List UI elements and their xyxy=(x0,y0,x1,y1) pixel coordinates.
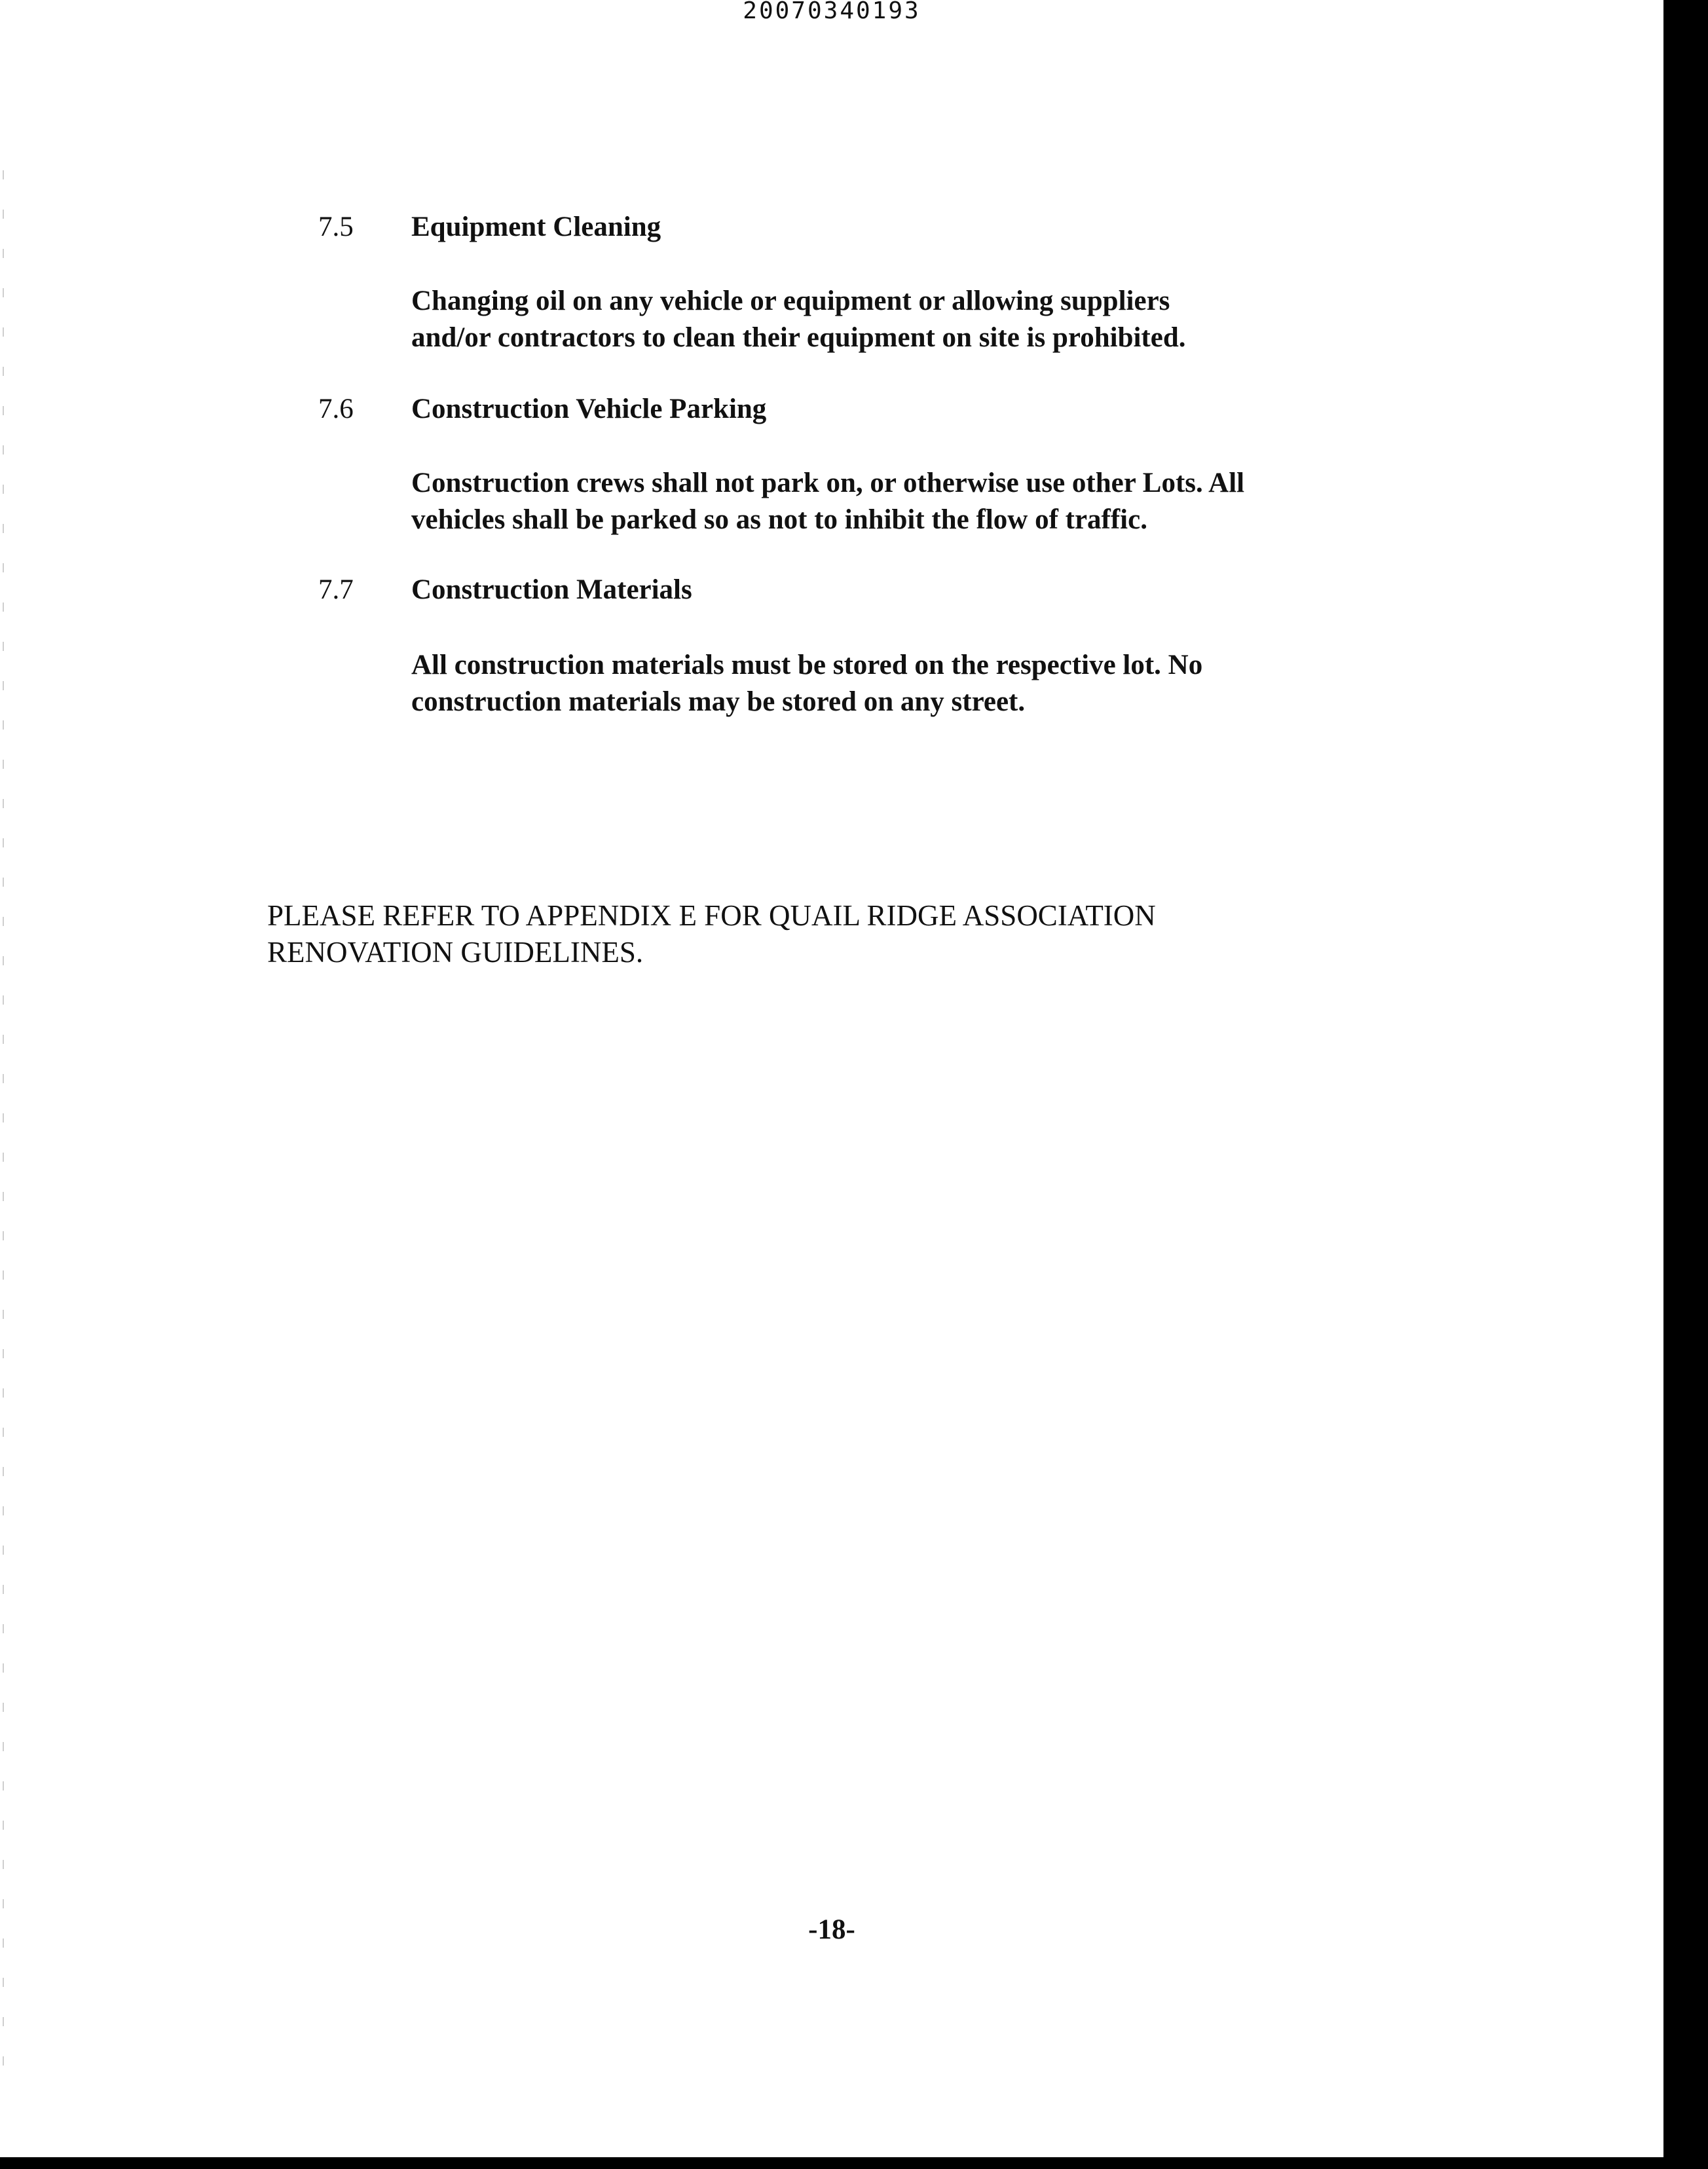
body-line: construction materials may be stored on any street. xyxy=(411,686,1026,717)
body-line: All construction materials must be stored on the respective lot. No xyxy=(411,650,1203,680)
section-number-7-6: 7.6 xyxy=(318,394,354,424)
section-title-construction-vehicle-parking: Construction Vehicle Parking xyxy=(411,394,767,424)
appendix-notice xyxy=(267,897,1156,971)
section-title-construction-materials: Construction Materials xyxy=(411,574,692,605)
scan-edge-marks xyxy=(3,170,4,2096)
body-line: Construction crews shall not park on, or otherwise use other Lots. All xyxy=(411,468,1245,498)
body-line: vehicles shall be parked so as not to inhibit the flow of traffic. xyxy=(411,504,1147,535)
section-title-equipment-cleaning: Equipment Cleaning xyxy=(411,212,661,242)
notice-line: RENOVATION GUIDELINES. xyxy=(267,936,644,969)
recording-number: 20070340193 xyxy=(743,0,921,24)
section-body-construction-materials xyxy=(411,647,1433,720)
notice-line: PLEASE REFER TO APPENDIX E FOR QUAIL RIDGE ASSOCIATION xyxy=(267,899,1156,932)
section-body-construction-vehicle-parking xyxy=(411,465,1433,538)
body-line: and/or contractors to clean their equipment on site is prohibited. xyxy=(411,322,1186,353)
page-number: -18- xyxy=(808,1914,855,1945)
section-number-7-5: 7.5 xyxy=(318,212,354,242)
section-body-equipment-cleaning xyxy=(411,283,1433,356)
body-line: Changing oil on any vehicle or equipment or allowing suppliers xyxy=(411,286,1170,316)
section-number-7-7: 7.7 xyxy=(318,574,354,605)
